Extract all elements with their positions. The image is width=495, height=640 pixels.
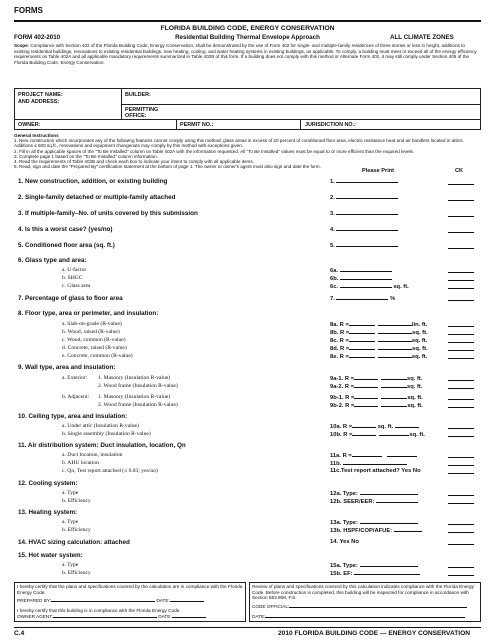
question-11: 11. Air distribution system: Duct insulation, location, Qn — [18, 442, 186, 449]
ck-line[interactable] — [448, 248, 474, 249]
ck-line[interactable] — [448, 300, 474, 301]
section-label: FORMS — [14, 6, 43, 15]
answer-15b[interactable]: 15b. EF: — [330, 570, 420, 577]
ck-line[interactable] — [448, 326, 474, 327]
q8d: d. Concrete, raised (R-value) — [62, 345, 127, 351]
question-4: 4. Is this a worst case? (yes/no) — [18, 226, 113, 233]
answer-9b1[interactable]: 9b-1. R = sq. ft. — [330, 395, 423, 401]
ck-line[interactable] — [448, 272, 474, 273]
q15b: b. Efficiency — [62, 570, 91, 576]
permit-no-label[interactable]: PERMIT NO.: — [180, 122, 214, 128]
question-12: 12. Cooling system: — [18, 480, 78, 487]
q6c: c. Glass area — [62, 283, 91, 289]
answer-15a[interactable]: 15a. Type: — [330, 562, 418, 569]
ck-line[interactable] — [448, 280, 474, 281]
office-label: OFFICE: — [125, 113, 147, 119]
ck-line[interactable] — [448, 465, 474, 466]
question-9: 9. Wall type, area and insulation: — [18, 364, 116, 371]
instructions-heading: General Instructions — [14, 133, 59, 138]
q9b1: 1. Masonry (Insulation R-value) — [98, 394, 171, 400]
ck-line[interactable] — [448, 342, 474, 343]
q9b2: 2. Wood frame (Insulation R-value) — [98, 402, 178, 408]
ck-line[interactable] — [448, 457, 474, 458]
preparer-cert-text: I hereby certify that the plans and specifications covered by the calculation are in compliance with the Florida Energy Code. — [17, 584, 243, 595]
ck-line[interactable] — [448, 380, 474, 381]
question-2: 2. Single-family detached or multiple-family attached — [18, 194, 176, 201]
jurisdiction-label[interactable]: JURISDICTION NO.: — [305, 122, 356, 128]
form-title: FLORIDA BUILDING CODE, ENERGY CONSERVATION — [160, 25, 335, 32]
book-title: 2010 FLORIDA BUILDING CODE — ENERGY CONSERVATION — [278, 630, 470, 637]
answer-13a[interactable]: 13a. Type: — [330, 519, 418, 526]
q9a2: 2. Wood frame (Insulation R-value) — [98, 383, 178, 389]
answer-8a[interactable]: 8a. R = lin. ft. — [330, 322, 428, 328]
answer-9a2[interactable]: 9a-2. R = sq. ft. — [330, 384, 423, 390]
builder-label[interactable]: BUILDER: — [125, 92, 151, 98]
question-5: 5. Conditioned floor area (sq. ft.) — [18, 242, 115, 249]
instruction-2: 2. Fill in all the applicable spaces of the "To Be Installed" column on Table 402A with the information requested. All "To Be Installed" values must be equal to or more efficient than the required levels. — [14, 148, 415, 154]
answer-10a[interactable]: 10a. R = sq. ft. — [330, 423, 419, 430]
question-8: 8. Floor type, area or perimeter, and insulation: — [18, 310, 159, 317]
form-subtitle: Residential Building Thermal Envelope Approach — [175, 34, 320, 41]
answer-6a[interactable]: 6a. — [330, 267, 392, 274]
q9a1: 1. Masonry (Insulation R-value) — [98, 375, 171, 381]
q6b: b. SHGC — [62, 275, 83, 281]
climate-zones: ALL CLIMATE ZONES — [390, 34, 454, 41]
ck-line[interactable] — [448, 232, 474, 233]
answer-3[interactable]: 3. — [330, 210, 398, 217]
question-3: 3. If multiple-family–No. of units covered by this submission — [18, 210, 198, 217]
instruction-5: 5. Read, sign and date the "Prepared By" certification statement at the bottom of page 1. The owner or owner's agent must also sign and date the form. — [14, 164, 321, 170]
q8c: c. Wood, common (R-value) — [62, 337, 126, 343]
ck-line[interactable] — [448, 428, 474, 429]
answer-8e[interactable]: 8e. R = sq. ft. — [330, 354, 428, 360]
q9b: b. Adjacent: — [62, 394, 90, 400]
answer-8d[interactable]: 8d. R = sq. ft. — [330, 346, 428, 352]
answer-2[interactable]: 2. — [330, 194, 398, 201]
ck-line[interactable] — [448, 503, 474, 504]
ck-header: CK — [455, 168, 464, 174]
answer-8b[interactable]: 8b. R = sq. ft. — [330, 330, 428, 336]
q10b: b. Single assembly (Insulation R-value) — [62, 431, 151, 437]
question-10: 10. Ceiling type, area and insulation: — [18, 413, 128, 420]
ck-line[interactable] — [448, 473, 474, 474]
ck-line[interactable] — [448, 399, 474, 400]
instruction-1: 1. New construction which incorporates any of the following features cannot comply using this method: glass areas in excess of 20 percent of conditioned floor area, electric resistance heat and air handlers located in attics. Additions ≤ 600 sq.ft., renovations and equipment changeouts may comply by this method with exceptions given. — [14, 138, 464, 149]
ck-line[interactable] — [448, 544, 474, 545]
q6a: a. U-factor — [62, 267, 87, 273]
q12b: b. Efficiency — [62, 498, 91, 504]
ck-line[interactable] — [448, 524, 474, 525]
project-info-box — [14, 88, 481, 130]
ck-line[interactable] — [448, 388, 474, 389]
footer-rule — [14, 627, 481, 628]
ck-line[interactable] — [448, 575, 474, 576]
ck-line[interactable] — [448, 200, 474, 201]
form-number: FORM 402-2010 — [14, 34, 61, 41]
page-number: C.4 — [14, 630, 25, 637]
answer-4[interactable]: 4. — [330, 226, 398, 233]
answer-9b2[interactable]: 9b-2. R = sq. ft. — [330, 403, 423, 409]
instruction-4: 4. Read the requirements of Table 402B and check each box to indicate your intent to comply with all applicable items. — [14, 159, 254, 165]
question-7: 7. Percentage of glass to floor area — [18, 295, 123, 302]
q11c: c. Qn, Test report attached (≤ 0.03; yes/no) — [62, 468, 158, 474]
ck-line[interactable] — [448, 567, 474, 568]
scope-paragraph — [14, 43, 481, 65]
ck-line[interactable] — [448, 495, 474, 496]
q8a: a. Slab-on-grade (R-value) — [62, 321, 122, 327]
code-official-field[interactable]: CODE OFFICIAL: — [252, 604, 478, 610]
permitting-label[interactable]: PERMITTING — [125, 107, 159, 113]
instruction-3: 3. Complete page 1 based on the "To Be Installed" column information. — [14, 153, 158, 159]
answer-1[interactable]: 1. — [330, 178, 398, 185]
question-14: 14. HVAC sizing calculation: attached — [18, 539, 130, 546]
answer-6b[interactable]: 6b. — [330, 275, 392, 282]
ck-line[interactable] — [448, 216, 474, 217]
official-date-field[interactable]: DATE: — [252, 614, 478, 620]
q10a: a. Under attic (Insulation R-value) — [62, 423, 139, 429]
answer-14[interactable]: 14. Yes No — [330, 539, 359, 545]
q11b: b. AHU location — [62, 460, 99, 466]
please-print-header: Please Print — [362, 168, 395, 174]
q13a: a. Type — [62, 519, 79, 525]
answer-7[interactable]: 7. % — [330, 296, 396, 302]
q11a: a. Duct location, insulation — [62, 452, 123, 458]
q12a: a. Type — [62, 490, 79, 496]
owner-cert-text: I hereby certify that this building is in compliance with the Florida Energy Code. — [17, 608, 181, 613]
header-rule — [14, 20, 481, 22]
answer-9a1[interactable]: 9a-1. R = sq. ft. — [330, 376, 423, 382]
ck-line[interactable] — [448, 532, 474, 533]
answer-11b[interactable]: 11b. — [330, 460, 407, 467]
prepared-by-field[interactable]: PREPARED BY: DATE: — [17, 598, 243, 604]
review-text: Review of plans and specifications covered by this calculation indicates compliance with the Florida Energy Code. Before construction is completed, this building will be inspected for compliance in accordance with Section 553.908, F.S. — [252, 584, 474, 601]
q8e: e. Concrete, common (R-value) — [62, 353, 133, 359]
answer-11c[interactable]: 11c.Test report attached? Yes No — [330, 468, 421, 474]
ck-line[interactable] — [448, 358, 474, 359]
q8b: b. Wood, raised (R-value) — [62, 329, 120, 335]
owner-agent-field[interactable]: OWNER AGENT: DATE: — [17, 614, 243, 620]
answer-8c[interactable]: 8c. R = sq. ft. — [330, 338, 428, 344]
ck-line[interactable] — [448, 288, 474, 289]
scope-text: : Compliance with Section 402 of the Florida Building Code, Energy Conservation, shall be demonstrated by the use of Form 402 for single- and multiple-family residences of three stories or less in height, additions to existing residential buildings, renovations to existing residential buildings, new heating, cooling, and water heating systems in existing buildings, as applicable. To comply, a building must meet or exceed all of the energy efficiency requirements on Table 402A and all applicable mandatory requirements summarized in Table 402B of this form. If a building does not comply with this method or Alternate Form 402, it may still comply under Section 405 of the Florida Building Code, Energy Conservation. — [14, 43, 477, 65]
general-instructions — [14, 133, 481, 169]
scope-lead: Scope — [14, 43, 28, 48]
project-name-label: PROJECT NAME: — [18, 92, 63, 98]
owner-label[interactable]: OWNER: — [18, 122, 41, 128]
q9a: a. Exterior: — [62, 375, 88, 381]
project-address-label: AND ADDRESS: — [18, 98, 60, 105]
question-1: 1. New construction, addition, or existing building — [18, 178, 168, 185]
ck-line[interactable] — [448, 334, 474, 335]
answer-12b[interactable]: 12b. SEER/EER: — [330, 498, 418, 505]
ck-line[interactable] — [448, 407, 474, 408]
question-13: 13. Heating system: — [18, 509, 78, 516]
answer-13b[interactable]: 13b. HSPF/COP/AFUE: — [330, 527, 422, 534]
answer-6c[interactable]: 6c. sq. ft. — [330, 284, 409, 290]
question-6: 6. Glass type and area: — [18, 257, 87, 264]
ck-line[interactable] — [448, 436, 474, 437]
ck-line[interactable] — [448, 350, 474, 351]
answer-12a[interactable]: 12a. Type: — [330, 490, 418, 497]
ck-line[interactable] — [448, 184, 474, 185]
q15a: a. Type — [62, 562, 79, 568]
answer-11a[interactable]: 11a. R = — [330, 452, 417, 459]
answer-5[interactable]: 5. — [330, 242, 398, 249]
answer-10b[interactable]: 10b. R = sq. ft. — [330, 432, 425, 438]
q13b: b. Efficiency — [62, 527, 91, 533]
question-15: 15. Hot water system: — [18, 552, 83, 559]
